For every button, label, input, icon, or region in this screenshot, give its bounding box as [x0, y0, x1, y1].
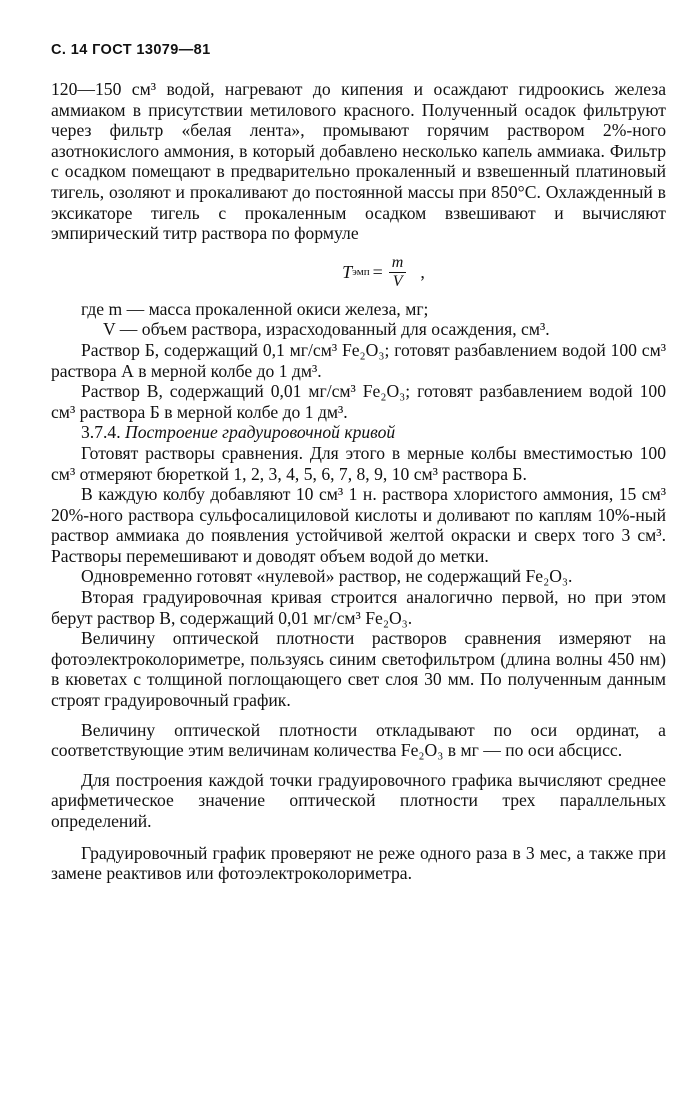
formula-fraction	[389, 254, 407, 291]
formula-equals: =	[372, 261, 383, 282]
formula-lhs-subscript: эмп	[352, 266, 370, 279]
paragraph-add: В каждую колбу добавляют 10 см³ 1 н. раствора хлористого аммония, 15 см³ 20%-ного раствора сульфосалициловой кислоты и доливают по каплям 10%-ный раствор аммиака до появления устойчивой желтой окраски и сверх того 3 см³. Растворы перемешивают и доводят объем водой до метки.	[51, 484, 666, 566]
paragraph-measure: Величину оптической плотности растворов сравнения измеряют на фотоэлектроколориметре, пользуясь синим светофильтром (длина волны 450 нм) в кюветах с толщиной поглощающего свет слоя 30 мм. По полученным данным строят градуировочный график.	[51, 628, 666, 711]
section-heading	[51, 422, 666, 443]
paragraph-prep: Готовят растворы сравнения. Для этого в мерные колбы вместимостью 100 см³ отмеряют бюреткой 1, 2, 3, 4, 5, 6, 7, 8, 9, 10 см³ раствора Б.	[51, 442, 666, 484]
formula-comma: ,	[420, 261, 425, 282]
paragraph-check: Градуировочный график проверяют не реже одного раза в 3 мес, а также при замене реактивов или фотоэлектроколориметра.	[51, 842, 666, 884]
section-number: 3.7.4.	[81, 422, 121, 443]
paragraph-axes: Величину оптической плотности откладывают по оси ординат, а соответствующие этим величинам количества Fe₂O₃ в мг — по оси абсцисс.	[51, 719, 666, 761]
paragraph-zero: Одновременно готовят «нулевой» раствор, не содержащий Fe₂O₃.	[81, 566, 573, 587]
where-v: V — объем раствора, израсходованный для осаждения, см³.	[103, 319, 550, 340]
formula-numerator: m	[391, 253, 404, 271]
paragraph-second-curve: Вторая градуировочная кривая строится аналогично первой, но при этом берут раствор В, содержащий 0,01 мг/см³ Fe₂O₃.	[51, 587, 666, 628]
section-title: Построение градуировочной кривой	[125, 422, 396, 443]
paragraph-points: Для построения каждой точки градуировочного графика вычисляют среднее арифметическое значение оптической плотности трех параллельных определений.	[51, 769, 666, 831]
spacer	[51, 832, 666, 843]
paragraph-solution-b: Раствор Б, содержащий 0,1 мг/см³ Fe₂O₃; готовят разбавлением водой 100 см³ раствора А в мерной колбе до 1 дм³.	[51, 339, 666, 381]
paragraph-solution-v: Раствор В, содержащий 0,01 мг/см³ Fe₂O₃; готовят разбавлением водой 100 см³ раствора Б в мерной колбе до 1 дм³.	[51, 381, 666, 422]
titer-formula	[51, 254, 666, 291]
where-m: где m — масса прокаленной окиси железа, мг;	[81, 298, 429, 319]
page-header: С. 14 ГОСТ 13079—81	[51, 42, 211, 58]
formula-lhs: T	[342, 261, 353, 282]
formula-denominator: V	[392, 272, 403, 290]
paragraph-precipitation: 120—150 см³ водой, нагревают до кипения и осаждают гидроокись железа аммиаком в присутствии метилового красного. Полученный осадок фильтруют через фильтр «белая лента», промывают горячим раствором 2%-ного азотнокислого аммония, в который добавлено несколько капель аммиака. Фильтр с осадком помещают в предварительно прокаленный и взвешенный платиновый тигель, озоляют и прокаливают до постоянной массы при 850°C. Охлажденный в эксикаторе тигель с прокаленным осадком взвешивают и вычисляют эмпирический титр раствора по формуле	[51, 79, 666, 244]
spacer	[51, 761, 666, 770]
spacer	[51, 711, 666, 720]
